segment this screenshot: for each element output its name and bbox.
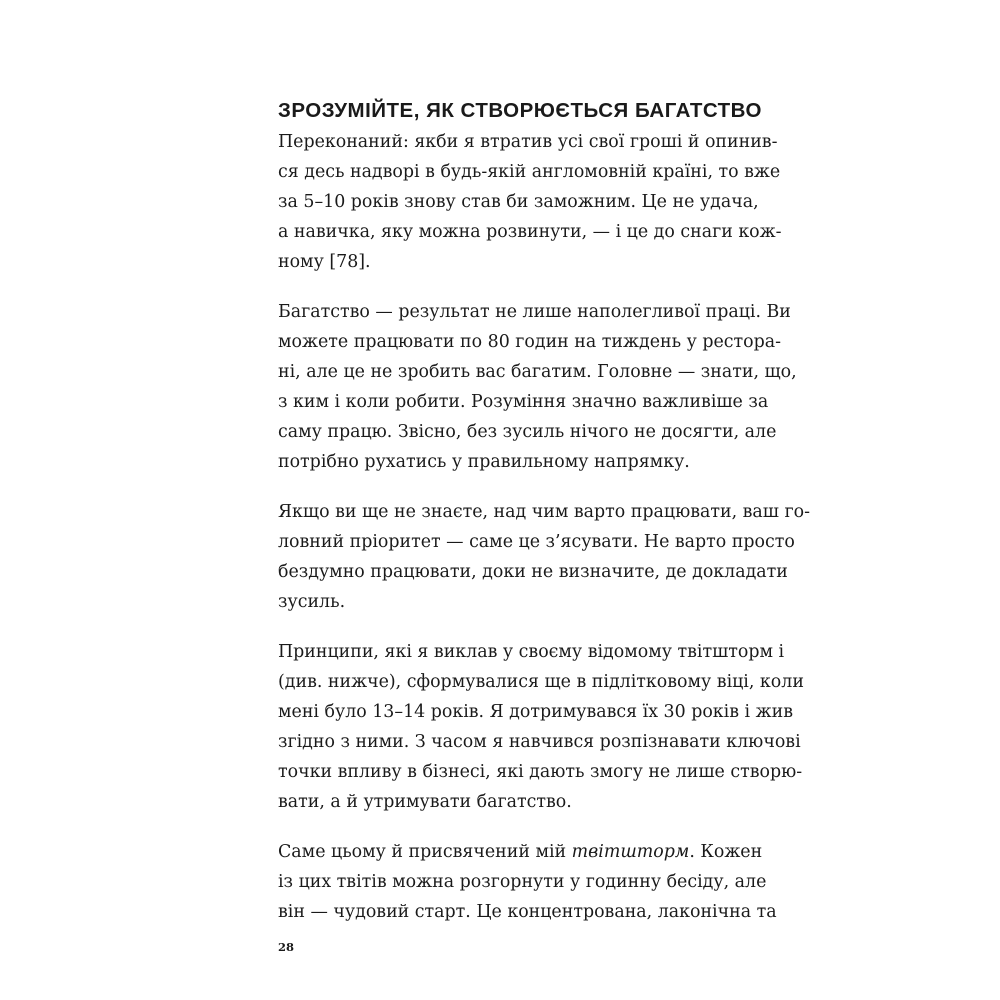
paragraph-4-line-5: точки впливу в бізнесі, які дають змогу не лише створю- [278, 762, 803, 782]
paragraph-4-line-6: вати, а й утримувати багатство. [278, 792, 572, 812]
paragraph-4-line-3: мені було 13–14 років. Я дотримувався їх 30 років і жив [278, 702, 794, 722]
paragraph-4-line-2: (див. нижче), сформувалися ще в підлітковому віці, коли [278, 672, 804, 692]
paragraph-1-line-5: ному [78]. [278, 252, 371, 272]
paragraph-3-line-2: ловний пріоритет — саме це з’ясувати. Не варто просто [278, 532, 795, 552]
paragraph-5-line-1 [278, 837, 763, 867]
paragraph-3-line-3: бездумно працювати, доки не визначите, де докладати [278, 562, 788, 582]
paragraph-1-line-4: а навичка, яку можна розвинути, — і це до снаги кож- [278, 222, 782, 242]
section-heading: ЗРОЗУМІЙТЕ, ЯК СТВОРЮЄТЬСЯ БАГАТСТВО [278, 99, 762, 122]
paragraph-1-line-3: за 5–10 років знову став би заможним. Це не удача, [278, 192, 759, 212]
paragraph-2-line-3: ні, але це не зробить вас багатим. Головне — знати, що, [278, 362, 797, 382]
paragraph-2-line-1: Багатство — результат не лише наполегливої праці. Ви [278, 302, 791, 322]
paragraph-4-line-1: Принципи, які я виклав у своєму відомому твітшторм і [278, 642, 785, 662]
paragraph-2-line-6: потрібно рухатись у правильному напрямку. [278, 452, 690, 472]
paragraph-2-line-5: саму працю. Звісно, без зусиль нічого не досягти, але [278, 422, 777, 442]
paragraph-5-line-2: із цих твітів можна розгорнути у годинну бесіду, але [278, 872, 767, 892]
paragraph-3-line-4: зусиль. [278, 592, 346, 612]
paragraph-2-line-4: з ким і коли робити. Розуміння значно важливіше за [278, 392, 769, 412]
page-number: 28 [278, 940, 295, 954]
paragraph-2-line-2: можете працювати по 80 годин на тиждень у ресторa- [278, 332, 781, 352]
paragraph-1-line-1: Переконаний: якби я втратив усі свої гроші й опинив- [278, 132, 778, 152]
paragraph-5-line-1-start: Саме цьому й присвячений мій [278, 842, 572, 862]
paragraph-5-line-3: він — чудовий старт. Це концентрована, лаконічна та [278, 902, 777, 922]
paragraph-1-line-2: ся десь надворі в будь-якій англомовній країні, то вже [278, 162, 781, 182]
paragraph-5-line-1-end: . Кожен [689, 842, 763, 862]
paragraph-4-line-4: згідно з ними. З часом я навчився розпізнавати ключові [278, 732, 801, 752]
paragraph-5-italic-term: твітшторм [571, 842, 690, 862]
paragraph-3-line-1: Якщо ви ще не знаєте, над чим варто працювати, ваш го- [278, 502, 810, 522]
